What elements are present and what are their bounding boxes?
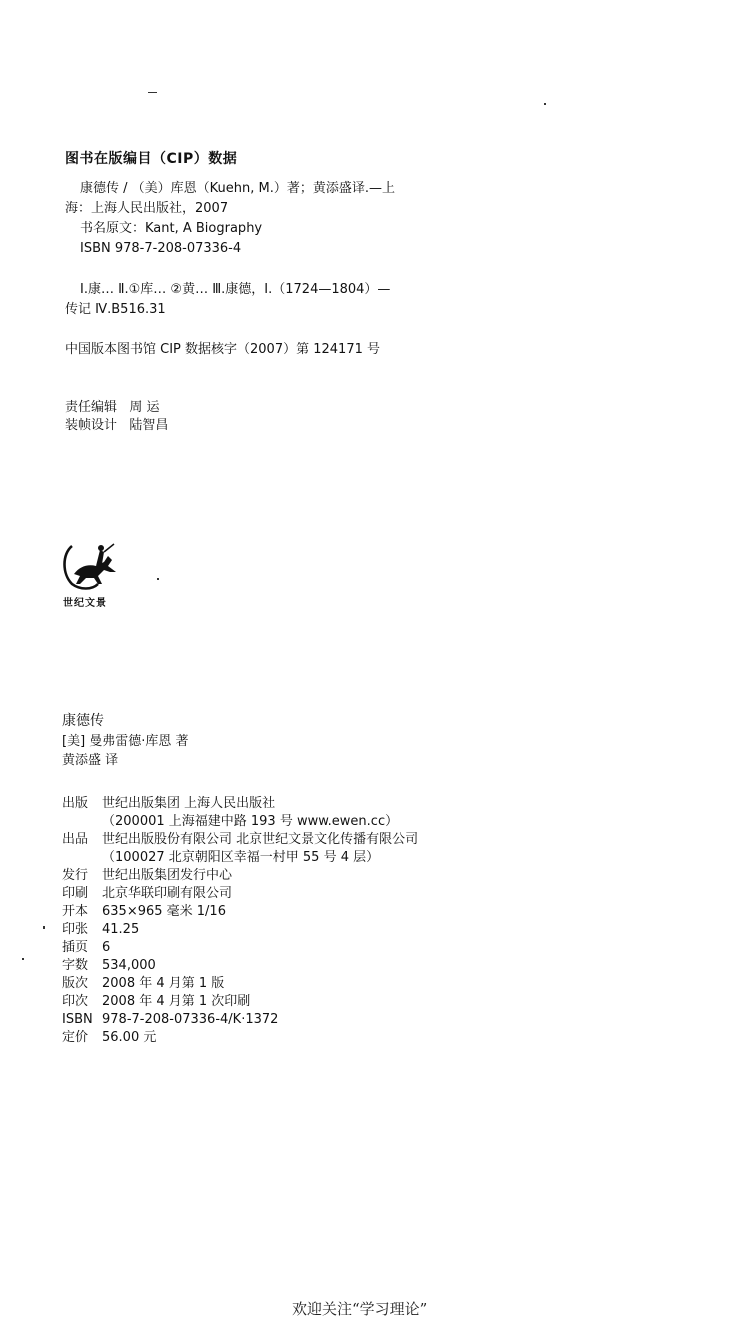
pub-value: 世纪出版股份有限公司 北京世纪文景文化传播有限公司 xyxy=(102,832,419,847)
pub-value: 世纪出版集团发行中心 xyxy=(102,868,233,883)
pub-value: 世纪出版集团 上海人民出版社 xyxy=(102,796,276,811)
footer-note: 欢迎关注“学习理论” xyxy=(292,1300,428,1318)
cip-title: 图书在版编目（CIP）数据 xyxy=(65,151,238,167)
pub-row xyxy=(62,1029,418,1047)
publisher-logo xyxy=(58,540,128,610)
pub-label: 印次 xyxy=(62,994,89,1009)
scan-speck xyxy=(544,103,546,105)
scan-speck xyxy=(22,958,24,960)
cip-line: 传记 Ⅳ.B516.31 xyxy=(65,302,166,317)
pub-label: 定价 xyxy=(62,1030,89,1045)
pub-row xyxy=(62,813,418,831)
book-title: 康德传 xyxy=(62,713,104,729)
cip-line: 书名原文：Kant, A Biography xyxy=(80,221,263,236)
pub-row xyxy=(62,795,418,813)
pub-row xyxy=(62,993,418,1011)
pub-label: 开本 xyxy=(62,904,89,919)
pub-label: 印刷 xyxy=(62,886,89,901)
pub-label: 发行 xyxy=(62,868,89,883)
pub-row xyxy=(62,831,418,849)
logo-caption: 世纪文景 xyxy=(63,598,107,609)
pub-label: 字数 xyxy=(62,958,89,973)
pub-row xyxy=(62,939,418,957)
book-translator: 黄添盛 译 xyxy=(62,753,119,768)
cover-designer xyxy=(65,416,168,436)
pub-value: 56.00 元 xyxy=(102,1030,157,1045)
pub-label: 出品 xyxy=(62,832,89,847)
pub-value: （200001 上海福建中路 193 号 www.ewen.cc） xyxy=(102,814,399,829)
pub-row xyxy=(62,885,418,903)
pub-label: 出版 xyxy=(62,796,89,811)
pub-value: 534,000 xyxy=(102,958,156,973)
scan-speck xyxy=(157,578,159,580)
pub-row xyxy=(62,975,418,993)
cip-line: 海：上海人民出版社，2007 xyxy=(65,201,229,216)
editor-label: 责任编辑 xyxy=(65,400,118,415)
pub-label: 版次 xyxy=(62,976,89,991)
pub-value: 2008 年 4 月第 1 版 xyxy=(102,976,225,991)
cip-line: 康德传 / （美）库恩（Kuehn, M.）著；黄添盛译.—上 xyxy=(80,181,395,196)
pub-value: 2008 年 4 月第 1 次印刷 xyxy=(102,994,251,1009)
pub-label: 插页 xyxy=(62,940,89,955)
editor-name: 周 运 xyxy=(129,400,160,415)
cip-line: Ⅰ.康… Ⅱ.①库… ②黄… Ⅲ.康德，Ⅰ.（1724—1804）— xyxy=(80,282,391,297)
designer-name: 陆智昌 xyxy=(129,418,169,433)
pub-row xyxy=(62,1011,418,1029)
cip-record: 中国版本图书馆 CIP 数据核字（2007）第 124171 号 xyxy=(65,342,380,357)
cip-isbn: ISBN 978-7-208-07336-4 xyxy=(80,241,242,256)
book-author: [美] 曼弗雷德·库恩 著 xyxy=(62,734,189,749)
pub-value: 6 xyxy=(102,940,111,955)
designer-label: 装帧设计 xyxy=(65,418,118,433)
pub-label: 印张 xyxy=(62,922,89,937)
pub-value: （100027 北京朝阳区幸福一村甲 55 号 4 层） xyxy=(102,850,380,865)
pub-row xyxy=(62,921,418,939)
pub-row xyxy=(62,903,418,921)
horse-rider-emblem-icon xyxy=(58,540,124,590)
scan-speck xyxy=(148,92,157,93)
pub-value: 41.25 xyxy=(102,922,140,937)
pub-value: 978-7-208-07336-4/K·1372 xyxy=(102,1012,279,1027)
publication-details xyxy=(62,795,418,1047)
pub-row xyxy=(62,849,418,867)
pub-row xyxy=(62,957,418,975)
pub-value: 635×965 毫米 1/16 xyxy=(102,904,226,919)
pub-label: ISBN xyxy=(62,1012,93,1027)
pub-row xyxy=(62,867,418,885)
responsible-editor xyxy=(65,398,160,418)
pub-value: 北京华联印刷有限公司 xyxy=(102,886,233,901)
scan-speck xyxy=(43,926,45,929)
